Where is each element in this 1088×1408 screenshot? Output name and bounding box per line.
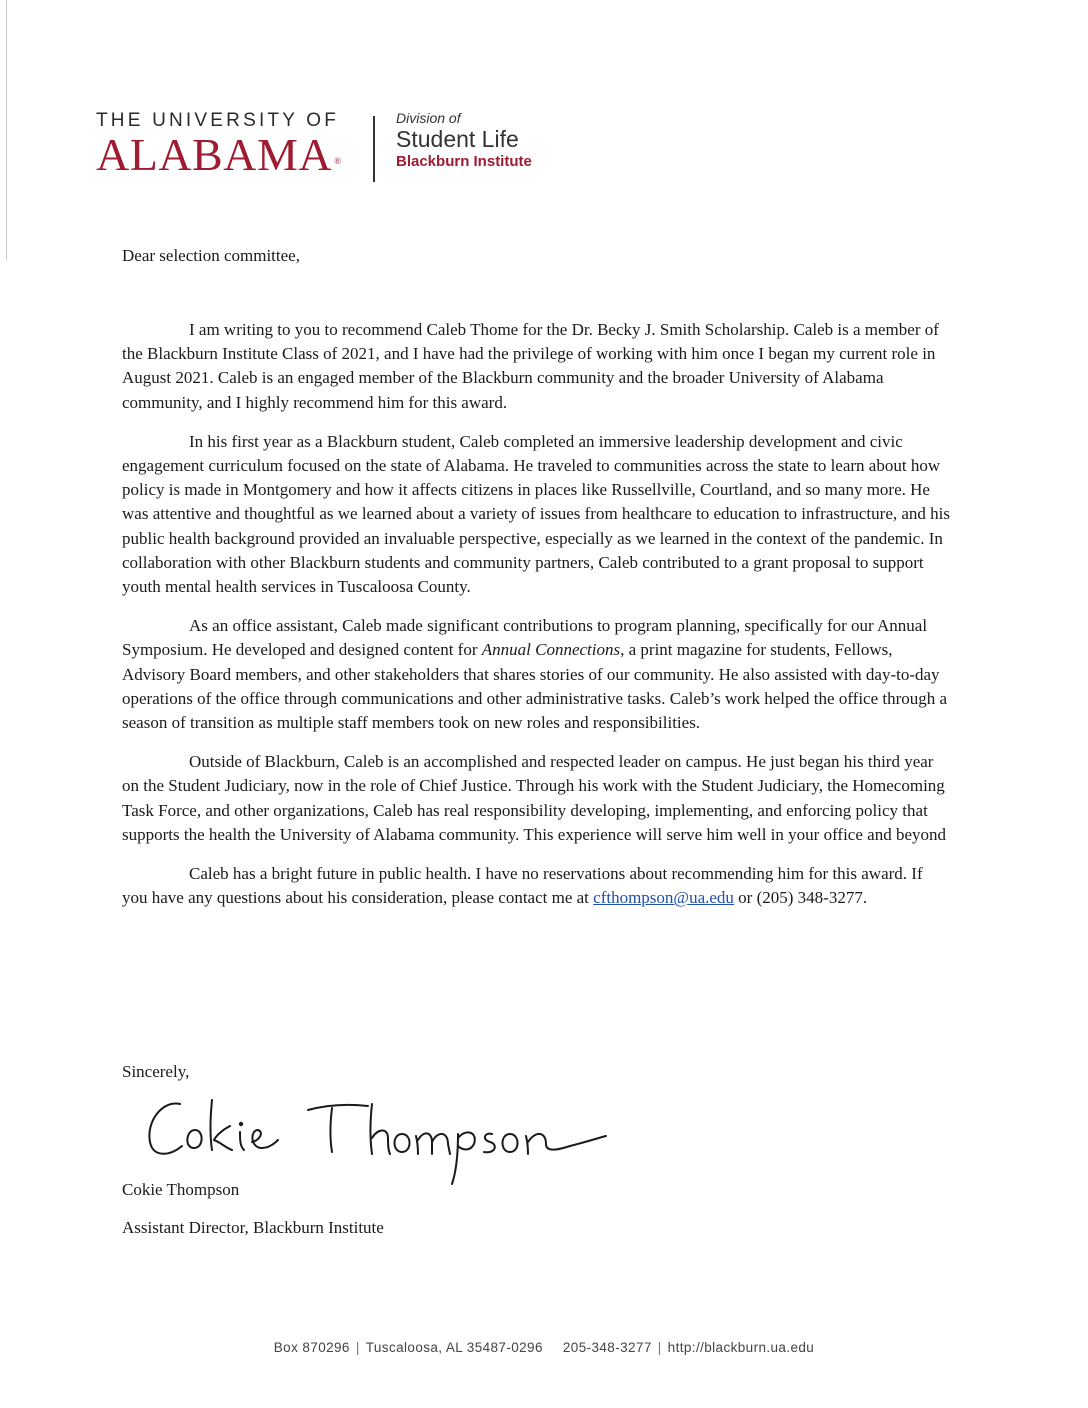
footer-city: Tuscaloosa, AL 35487-0296 — [365, 1340, 543, 1355]
paragraph-3-text-b: , a print magazine for students, Fellows, Advisory Board members, and other stakeholders that shares stories of our community. He also assisted with day-to-day operations of the office through communications and other administrative tasks. Caleb’s work helped the office through a season of transition as multiple staff members took on new roles and responsibilities. — [122, 640, 948, 733]
university-name-line1: THE UNIVERSITY OF — [96, 110, 340, 131]
footer-url[interactable]: http://blackburn.ua.edu — [667, 1340, 815, 1355]
paragraph-2: In his first year as a Blackburn student, Caleb completed an immersive leadership development and civic engagement curriculum focused on the state of Alabama. He traveled to communities across the state to learn about how policy is made in Montgomery and how it affects citizens in places like Russellville, Courtland, and so many more. He was attentive and thoughtful as we learned about a variety of issues from healthcare to education to infrastructure, and his public health background provided an invaluable perspective, especially as we learned in the context of the pandemic. In collaboration with other Blackburn students and community partners, Caleb contributed to a grant proposal to support youth mental health services in Tuscaloosa County. — [122, 431, 950, 597]
paragraph-3 — [122, 614, 952, 735]
paragraph-4: Outside of Blackburn, Caleb is an accomplished and respected leader on campus. He just began his third year on the Student Judiciary, now in the role of Chief Justice. Through his work with the Student Judiciary, the Homecoming Task Force, and other organizations, Caleb has real responsibility developing, implementing, and enforcing policy that supports the health the University of Alabama community. This experience will serve him well in your office and beyond — [122, 752, 946, 844]
paragraph-3-text-a: As an office assistant, Caleb made significant contributions to program planning, specifically for our Annual Symposium. He developed and designed content for — [122, 616, 928, 660]
division-of-label: Division of — [396, 110, 461, 126]
letterhead — [96, 110, 556, 190]
salutation: Dear selection committee, — [122, 246, 300, 265]
paragraph-1: I am writing to you to recommend Caleb Thome for the Dr. Becky J. Smith Scholarship. Caleb is a member of the Blackburn Institute Class of 2021, and I have had the privilege of working with him once I began my current role in August 2021. Caleb is an engaged member of the Blackburn community and the broader University of Alabama community, and I highly recommend him for this award. — [122, 320, 939, 412]
division-name: Student Life — [396, 126, 519, 152]
closing: Sincerely, — [122, 1062, 190, 1081]
signer-name: Cokie Thompson — [122, 1180, 240, 1199]
scan-edge-line — [6, 0, 7, 260]
paragraph-5 — [122, 862, 952, 910]
footer-box: Box 870296 — [273, 1340, 350, 1355]
letterhead-divider — [373, 116, 375, 182]
footer-separator: | — [355, 1340, 360, 1355]
university-name-line2: ALABAMA — [96, 129, 333, 180]
footer — [0, 1340, 1088, 1355]
paragraph-5-text-a: Caleb has a bright future in public health. I have no reservations about recommending him for this award. If you have any questions about his consideration, please contact me at — [122, 864, 923, 908]
signer-title: Assistant Director, Blackburn Institute — [122, 1218, 384, 1237]
footer-separator: | — [657, 1340, 662, 1355]
footer-phone: 205-348-3277 — [562, 1340, 652, 1355]
university-logo-wordmark — [96, 129, 342, 180]
registered-mark: ® — [334, 156, 342, 166]
email-link[interactable]: cfthompson@ua.edu — [593, 888, 734, 908]
letter-body — [122, 318, 952, 925]
paragraph-5-text-b: or (205) 348-3277. — [733, 888, 868, 908]
magazine-title: Annual Connections — [481, 640, 621, 660]
institute-name: Blackburn Institute — [396, 153, 532, 170]
handwritten-signature — [140, 1082, 610, 1192]
division-block — [396, 110, 532, 172]
